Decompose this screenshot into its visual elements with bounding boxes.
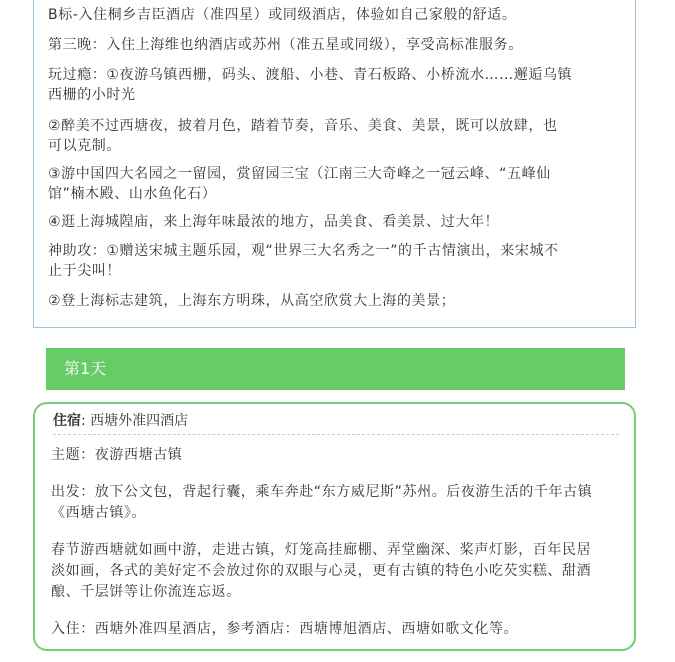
highlight-line: 玩过瘾：①夜游乌镇西栅，码头、渡船、小巷、青石板路、小桥流水……邂逅乌镇	[48, 67, 573, 83]
highlight-line: 止于尖叫！	[48, 263, 121, 279]
lodging-value: 西塘外准四酒店	[90, 413, 189, 429]
highlight-line: ②登上海标志建筑，上海东方明珠，从高空欣赏大上海的美景；	[48, 293, 456, 309]
highlight-line: ②醉美不过西塘夜，披着月色，踏着节奏，音乐、美食、美景，既可以放肆，也	[48, 118, 558, 134]
itinerary-line: 出发：放下公文包，背起行囊，乘车奔赴“东方威尼斯”苏州。后夜游生活的千年古镇	[51, 484, 593, 500]
day-itinerary-card	[33, 402, 636, 651]
trip-highlights-box	[33, 0, 636, 328]
itinerary-line: 酿、千层饼等让你流连忘返。	[51, 584, 241, 600]
lodging-separator: :	[81, 413, 91, 429]
day-header: 第1天	[46, 348, 625, 390]
highlight-line: ④逛上海城隍庙，来上海年味最浓的地方，品美食、看美景、过大年！	[48, 214, 500, 230]
highlight-line: ③游中国四大名园之一留园，赏留园三宝（江南三大奇峰之一冠云峰、“五峰仙	[48, 166, 551, 182]
itinerary-line: 《西塘古镇》。	[51, 505, 147, 521]
itinerary-line: 淡如画，各式的美好定不会放过你的双眼与心灵，更有古镇的特色小吃芡实糕、甜酒	[51, 563, 592, 579]
lodging-label: 住宿	[53, 413, 81, 429]
highlight-line: 馆”楠木殿、山水鱼化石）	[48, 186, 217, 202]
itinerary-line: 入住：西塘外准四星酒店，参考酒店：西塘博旭酒店、西塘如歌文化等。	[51, 621, 519, 637]
highlight-line: 可以克制。	[48, 138, 121, 154]
itinerary-line: 春节游西塘就如画中游，走进古镇，灯笼高挂廊棚、弄堂幽深、桨声灯影，百年民居	[51, 542, 592, 558]
highlight-line: 第三晚：入住上海维也纳酒店或苏州（准五星或同级），享受高标准服务。	[48, 37, 523, 53]
itinerary-line: 主题：夜游西塘古镇	[51, 447, 183, 463]
highlight-line: B标-入住桐乡吉臣酒店（准四星）或同级酒店，体验如自己家般的舒适。	[48, 7, 517, 23]
highlight-line: 神助攻：①赠送宋城主题乐园，观“世界三大名秀之一”的千古情演出，来宋城不	[48, 243, 559, 259]
lodging-row	[53, 408, 619, 435]
highlight-line: 西栅的小时光	[48, 87, 136, 103]
